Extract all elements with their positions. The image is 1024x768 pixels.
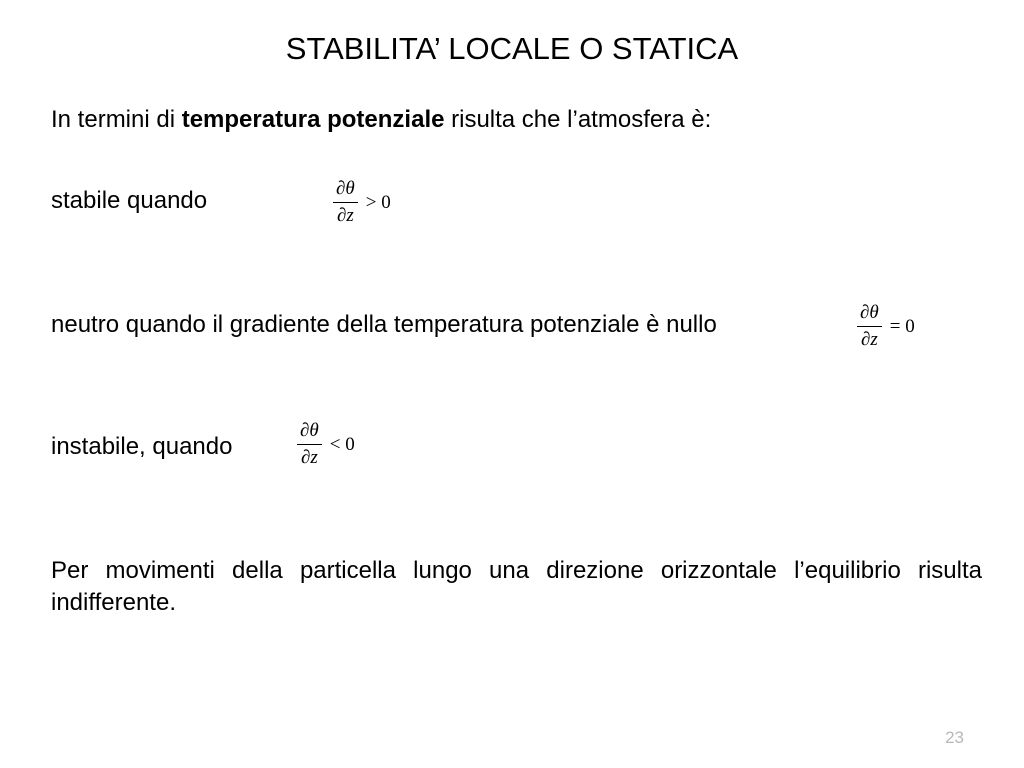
case-stable-label: stabile quando: [51, 187, 208, 214]
fraction: [857, 302, 882, 351]
slide-title: STABILITA’ LOCALE O STATICA: [285, 31, 739, 66]
relation: = 0: [889, 315, 915, 337]
fraction-denominator: ∂z: [300, 447, 318, 468]
case-neutral-label: neutro quando il gradiente della temperatura potenziale è nullo: [51, 311, 717, 338]
fraction-numerator: ∂θ: [297, 420, 322, 445]
intro-bold-term: temperatura potenziale: [181, 106, 445, 133]
fraction-denominator: ∂z: [336, 205, 354, 226]
relation: > 0: [365, 191, 391, 213]
case-unstable-label: instabile, quando: [51, 433, 233, 460]
intro-line: [51, 105, 711, 135]
fraction: [333, 178, 358, 227]
page-number: 23: [945, 728, 964, 747]
intro-prefix: In termini di: [51, 106, 182, 133]
intro-suffix: risulta che l’atmosfera è:: [444, 106, 712, 133]
formula-neutral: [857, 302, 915, 351]
fraction-numerator: ∂θ: [857, 302, 882, 327]
horizontal-note: Per movimenti della particella lungo una direzione orizzontale l’equilibrio risulta indifferente.: [51, 557, 982, 616]
formula-unstable: [297, 420, 355, 469]
fraction-numerator: ∂θ: [333, 178, 358, 203]
fraction-denominator: ∂z: [860, 329, 878, 350]
fraction: [297, 420, 322, 469]
formula-stable: [333, 178, 391, 227]
relation: < 0: [329, 433, 355, 455]
